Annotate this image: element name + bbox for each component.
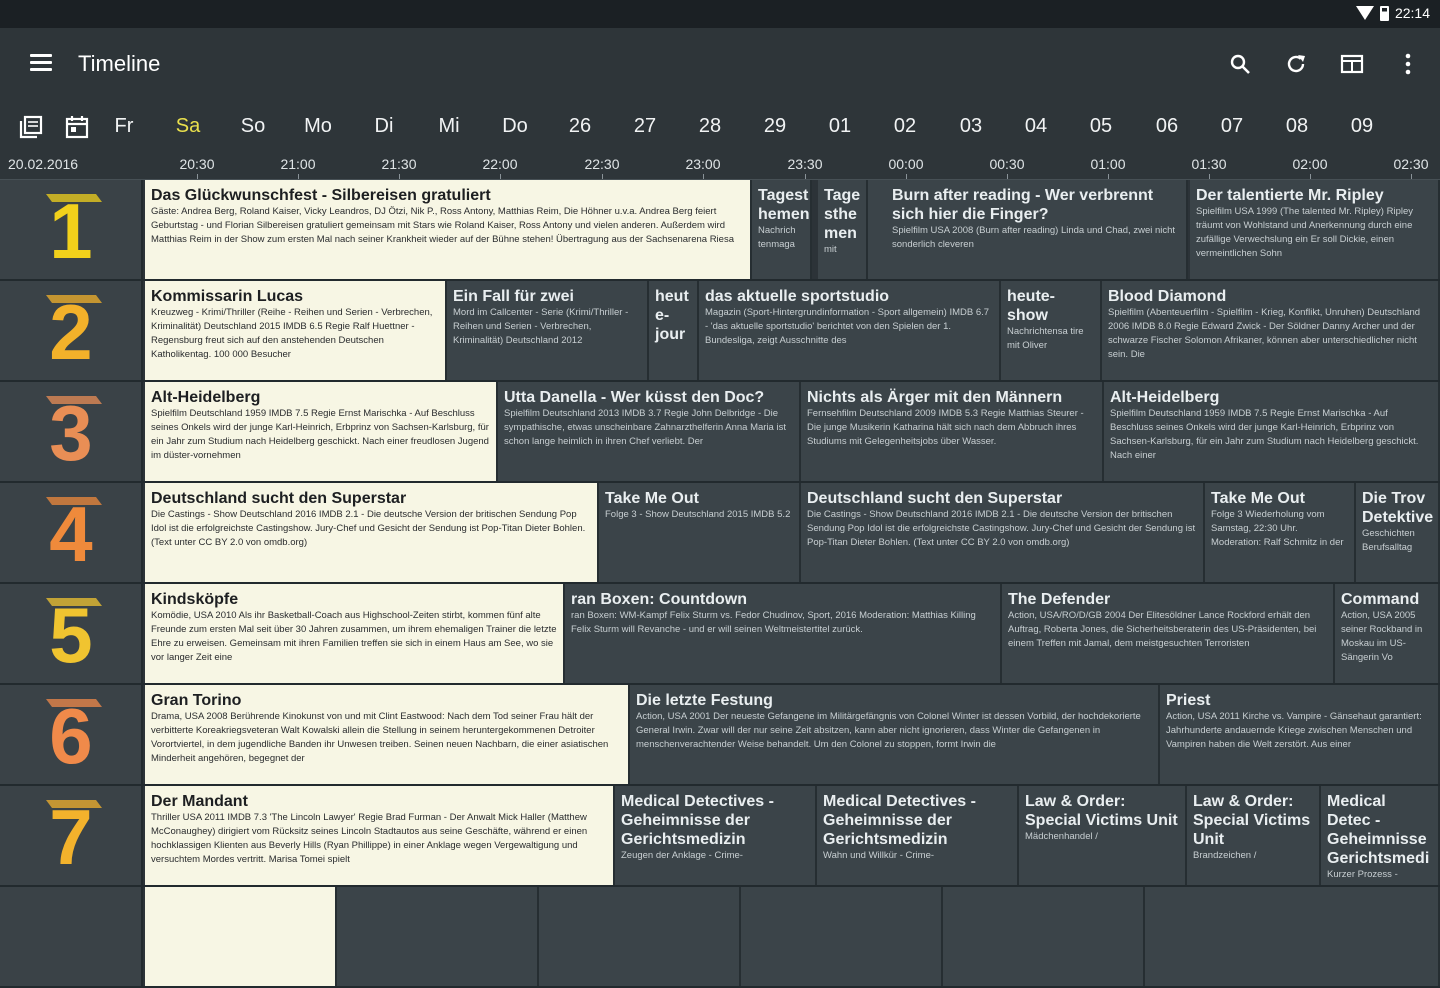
program-description: Magazin (Sport-Hintergrundinformation - Sport allgemein) IMDB 6.7 - 'das aktuelle sportstudio' berichtet von den Spielen der 1. Bundesliga, zeigt Ausschnitte des: [705, 307, 990, 346]
time-tick: 22:00: [482, 156, 518, 172]
channel-row: [0, 584, 1440, 685]
time-tick: 21:30: [381, 156, 417, 172]
program-title: heut e-jour: [655, 288, 689, 343]
status-time: 22:14: [1394, 5, 1430, 21]
calendar-icon[interactable]: [64, 114, 90, 140]
battery-icon: [1380, 6, 1389, 21]
program-title: Die Trov Detektive: [1362, 490, 1434, 526]
program-title: Ein Fall für zwei: [453, 288, 574, 305]
day-tab-03[interactable]: 03: [959, 115, 983, 137]
program-title: Gran Torino: [151, 692, 242, 709]
tick-mark: [1108, 174, 1109, 179]
program-item[interactable]: [1001, 281, 1102, 380]
program-item[interactable]: [1205, 483, 1356, 582]
program-title: Die letzte Festung: [636, 692, 773, 709]
program-description: Komödie, USA 2010 Als ihr Basketball-Coach aus Highschool-Zeiten stirbt, kommen fünf alte Freunde zum ersten Mal seit über 30 Jahren zusammen, um ihrem ehemaligen Trainer die letzte Ehre zu erweisen. Gemeinsam mit ihren Familien treffen sie sich in einem Haus am See, wo sie vor langer Zeit eine: [151, 610, 557, 663]
program-description: mit: [824, 244, 837, 255]
time-tick: 00:00: [888, 156, 924, 172]
program-item[interactable]: [447, 281, 649, 380]
program-current[interactable]: [145, 786, 615, 885]
program-description: Fernsehfilm Deutschland 2009 IMDB 5.3 Regie Matthias Steurer - Die junge Musikerin Katharina hält sich nach dem Abbruch ihres Studiums mit Gelegenheitsjobs über Wasser.: [807, 408, 1084, 447]
tick-mark: [1209, 174, 1210, 179]
program-item[interactable]: [615, 786, 817, 885]
svg-text:1: 1: [48, 186, 93, 275]
program-description: Kreuzweg - Krimi/Thriller (Reihe - Reihen und Serien - Verbrechen, Kriminalität) Deutschland 2015 IMDB 6.5 Regie Ralf Huettner - Regensburg freut sich auf den anstehenden Deutschen Katholikentag. 100 000 Besucher: [151, 307, 433, 360]
svg-text:5: 5: [48, 590, 93, 679]
tick-mark: [703, 174, 704, 179]
day-tab-08[interactable]: 08: [1285, 115, 1309, 137]
svg-text:2: 2: [48, 287, 93, 376]
program-title: Medical Detectives - Geheimnisse der Gerichtsmedizin: [823, 793, 976, 848]
tick-mark: [1310, 174, 1311, 179]
program-description: Folge 3 - Show Deutschland 2015 IMDB 5.2: [605, 509, 791, 520]
current-date: 20.02.2016: [8, 156, 79, 172]
program-description: Spielfilm Deutschland 1959 IMDB 7.5 Regie Ernst Marischka - Auf Beschluss seines Onkels wird der junge Karl-Heinrich, Erbprinz von Sachsen-Karlsburg, für ein Jahr zum Studium nach Heidelberg geschickt. Nach einer freudlosen Jugend im düster-vornehmen: [151, 408, 489, 461]
program-item[interactable]: [1187, 786, 1321, 885]
program-item[interactable]: [1160, 685, 1440, 784]
day-tab-04[interactable]: 04: [1024, 115, 1048, 137]
channel-logo[interactable]: [0, 887, 143, 986]
svg-text:7: 7: [48, 792, 93, 881]
program-title: heute-show: [1007, 288, 1055, 324]
program-title: Der talentierte Mr. Ripley: [1196, 187, 1384, 204]
program-current[interactable]: [145, 584, 565, 683]
program-title: das aktuelle sportstudio: [705, 288, 890, 305]
program-item[interactable]: [1104, 382, 1440, 481]
program-description: Spielfilm USA 2008 (Burn after reading) Linda und Chad, zwei nicht sonderlich cleveren: [892, 225, 1176, 250]
time-scale: [0, 152, 1440, 180]
day-tab-28[interactable]: 28: [698, 115, 722, 137]
program-title: Tagest hemen: [758, 187, 810, 223]
program-item[interactable]: [1356, 483, 1440, 582]
program-description: Gäste: Andrea Berg, Roland Kaiser, Vicky Leandros, DJ Ötzi, Nik P., Ross Antony, Matthias Reim, Die Höhner u.v.a. Andrea Berg feiert Geburtstag - und Florian Silbereisen gratuliert gemeinsam mit Stars wie Roland Kaiser, Ross Antony und vielen anderen. Außerdem wird Matthias Reim in der Show zum ersten Mal nach seiner Krankheit wieder auf der Bühne stehen! Übertragung aus der Sachsenarena Riesa: [151, 206, 734, 245]
program-title: Priest: [1166, 692, 1211, 709]
program-description: Kurzer Prozess -: [1327, 869, 1398, 880]
channel-logo[interactable]: [0, 786, 143, 885]
program-description: Nachrichtensa tire mit Oliver: [1007, 326, 1084, 351]
program-item[interactable]: [1321, 786, 1440, 885]
day-tab-07[interactable]: 07: [1220, 115, 1244, 137]
program-description: Wahn und Willkür - Crime-: [823, 850, 935, 861]
menu-icon[interactable]: [30, 54, 52, 72]
tick-mark: [906, 174, 907, 179]
program-description: Zeugen der Anklage - Crime-: [621, 850, 743, 861]
channel-list-icon[interactable]: [18, 114, 44, 140]
program-description: Thriller USA 2011 IMDB 7.3 'The Lincoln Lawyer' Regie Brad Furman - Der Anwalt Mick Haller (Matthew McConaughey) dirigiert vom Rücksitz seines Lincoln Stadtautos aus seine Geschäfte, während er einen hochklassigen Klienten aus Beverly Hills (Ryan Phillippe) in einer Anklage wegen Vergewaltigung und versuchtem Mordes vertritt. Marisa Tomei spielt: [151, 812, 588, 865]
program-description: Spielfilm Deutschland 2013 IMDB 3.7 Regie John Delbridge - Die sympathische, etwas unscheinbare Zahnarzthelferin Anna Maria ist schon lange heimlich in ihren Chef verliebt. Der: [504, 408, 786, 447]
day-tab-29[interactable]: 29: [763, 115, 787, 137]
day-tab-so[interactable]: So: [240, 115, 266, 137]
channel-row: [0, 382, 1440, 483]
program-title: Medical Detec - Geheimnisse Gerichtsmedi: [1327, 793, 1430, 867]
program-description: ran Boxen: WM-Kampf Felix Sturm vs. Fedor Chudinov, Sport, 2016 Moderation: Matthias Killing Felix Sturm will Revanche - und er will seinen Weltmeistertitel zurück.: [571, 610, 976, 635]
channel-row: [0, 887, 1440, 988]
day-tab-di[interactable]: Di: [374, 115, 394, 137]
program-item[interactable]: [498, 382, 801, 481]
time-tick: 22:30: [584, 156, 620, 172]
program-title: Take Me Out: [1211, 490, 1305, 507]
time-tick: 02:00: [1292, 156, 1328, 172]
tick-mark: [602, 174, 603, 179]
view-layout-icon[interactable]: [1338, 50, 1366, 78]
program-current[interactable]: [145, 685, 630, 784]
program-description: Action, USA/RO/D/GB 2004 Der Elitesöldner Lance Rockford erhält den Auftrag, Roberta Jones, die Sicherheitsberaterin des US-Präsidenten, bei einem Treffen mit Jamal, dem meistgesuchten Terroristen: [1008, 610, 1317, 649]
program-item[interactable]: [801, 382, 1104, 481]
program-description: Spielfilm (Abenteuerfilm - Spielfilm - Krieg, Konflikt, Unruhen) Deutschland 2006 IMDB 8.0 Regie Edward Zwick - Der Söldner Danny Archer und der schwarze Fischer Solomon Afrikaner, können aber unterschiedlicher nicht sein. Die: [1108, 307, 1421, 360]
program-current[interactable]: [145, 281, 447, 380]
tick-mark: [197, 174, 198, 179]
program-title: Kommissarin Lucas: [151, 288, 304, 305]
program-item[interactable]: [801, 483, 1205, 582]
program-title: Medical Detectives - Geheimnisse der Gerichtsmedizin: [621, 793, 774, 848]
program-description: Die Castings - Show Deutschland 2016 IMDB 2.1 - Die deutsche Version der britischen Sendung Pop Idol ist die erfolgreichste Castingshow. Jury-Chef und Gesicht der Sendung ist Pop-Titan Dieter Bohlen. (Text unter CC BY 2.0 von omdb.org): [807, 509, 1196, 548]
program-title: Blood Diamond: [1108, 288, 1227, 305]
program-description: Drama, USA 2008 Berührende Kinokunst von und mit Clint Eastwood: Nach dem Tod seiner Frau hält der verbitterte Koreakriegsveteran Walt Kowalski allein die Stellung in seinem heruntergekommenen Detroiter Vorortviertel, in dem jugendliche Banden ihr Unwesen treiben. Seinen neuen Nachbarn, die einer asiatischen Minderheit angehören, begegnet der: [151, 711, 609, 764]
program-title: Alt-Heidelberg: [1110, 389, 1220, 406]
day-tab-26[interactable]: 26: [568, 115, 592, 137]
more-options-icon[interactable]: [1394, 50, 1422, 78]
time-tick: 20:30: [179, 156, 215, 172]
program-description: Brandzeichen /: [1193, 850, 1257, 861]
day-tab-sa[interactable]: Sa: [175, 115, 201, 137]
program-title: Kindsköpfe: [151, 591, 239, 608]
program-current[interactable]: [145, 887, 337, 986]
program-title: Der Mandant: [151, 793, 248, 810]
program-title: Command: [1341, 591, 1420, 608]
tick-mark: [399, 174, 400, 179]
program-item[interactable]: [886, 180, 1188, 279]
day-tab-mi[interactable]: Mi: [438, 115, 460, 137]
day-tab-06[interactable]: 06: [1155, 115, 1179, 137]
wifi-icon: [1356, 6, 1374, 20]
program-title: Deutschland sucht den Superstar: [807, 490, 1063, 507]
svg-text:4: 4: [48, 489, 93, 578]
program-item[interactable]: [649, 281, 699, 380]
program-title: ran Boxen: Countdown: [571, 591, 747, 608]
program-description: Action, USA 2011 Kirche vs. Vampire - Gänsehaut garantiert: Jahrhunderte andauernde Kriege zwischen Menschen und Vampiren haben die Welt zerstört. Aus einer: [1166, 711, 1422, 750]
program-item[interactable]: [741, 887, 943, 986]
day-tab-09[interactable]: 09: [1350, 115, 1374, 137]
program-description: Action, USA 2001 Der neueste Gefangene im Militärgefängnis von Colonel Winter ist dessen Vorbild, der hochdekorierte General Irwin. Zwar will der nur seine Zeit absitzen, kann aber nicht ignorieren, dass Winter die Gefangenen in menschenverachtender Weise behandelt. Um den Colonel zu stoppen, formt Irwin die: [636, 711, 1141, 750]
tick-mark: [805, 174, 806, 179]
channel-row: [0, 281, 1440, 382]
time-tick: 23:30: [787, 156, 823, 172]
program-title: Take Me Out: [605, 490, 699, 507]
day-tab-05[interactable]: 05: [1089, 115, 1113, 137]
channel-logo[interactable]: [0, 584, 143, 683]
program-item[interactable]: [1102, 281, 1440, 380]
program-item[interactable]: [817, 786, 1019, 885]
svg-text:3: 3: [48, 388, 93, 477]
channel-row: [0, 180, 1440, 281]
status-bar: [0, 0, 1440, 28]
tick-mark: [1007, 174, 1008, 179]
channel-row: [0, 483, 1440, 584]
time-tick: 00:30: [989, 156, 1025, 172]
day-tab-01[interactable]: 01: [828, 115, 852, 137]
program-title: Burn after reading - Wer verbrennt sich hier die Finger?: [892, 187, 1154, 223]
day-selector: [0, 100, 1440, 152]
time-tick: 02:30: [1393, 156, 1429, 172]
program-item[interactable]: [752, 180, 812, 279]
program-description: Mord im Callcenter - Serie (Krimi/Thriller - Reihen und Serien - Verbrechen, Kriminalität) Deutschland 2012: [453, 307, 629, 346]
channel-logo[interactable]: [0, 382, 143, 481]
program-description: Nachrich tenmaga: [758, 225, 796, 250]
program-description: Mädchenhandel /: [1025, 831, 1098, 842]
program-item[interactable]: [1335, 584, 1440, 683]
program-item[interactable]: [337, 887, 539, 986]
program-item[interactable]: [1019, 786, 1187, 885]
time-tick: 23:00: [685, 156, 721, 172]
refresh-icon[interactable]: [1282, 50, 1310, 78]
program-description: Folge 3 Wiederholung vom Samstag, 22:30 Uhr. Moderation: Ralf Schmitz in der: [1211, 509, 1344, 548]
time-tick: 21:00: [280, 156, 316, 172]
program-title: Tage sthe men: [824, 187, 861, 242]
program-item[interactable]: [599, 483, 801, 582]
program-description: Spielfilm Deutschland 1959 IMDB 7.5 Regie Ernst Marischka - Auf Beschluss seines Onkels wird der junge Karl-Heinrich, Erbprinz von Sachsen-Karlsburg, für ein Jahr zum Studium nach Heidelberg geschickt. Nach einer: [1110, 408, 1419, 461]
svg-text:6: 6: [48, 691, 93, 780]
program-current[interactable]: [145, 180, 752, 279]
day-tab-02[interactable]: 02: [893, 115, 917, 137]
program-item[interactable]: [539, 887, 741, 986]
program-item[interactable]: [1145, 887, 1440, 986]
program-title: Utta Danella - Wer küsst den Doc?: [504, 389, 765, 406]
channel-row: [0, 786, 1440, 887]
program-title: Nichts als Ärger mit den Männern: [807, 389, 1063, 406]
program-title: Law & Order: Special Victims Unit: [1193, 793, 1311, 848]
program-description: Spielfilm USA 1999 (The talented Mr. Ripley) Ripley träumt von Wohlstand und Anerkennung durch eine zufällige Verwechslung ein Er soll Dickie, einen vermeintlichen Sohn: [1196, 206, 1414, 259]
day-tab-27[interactable]: 27: [633, 115, 657, 137]
program-item[interactable]: [943, 887, 1145, 986]
program-item[interactable]: [565, 584, 1002, 683]
day-tab-do[interactable]: Do: [502, 115, 528, 137]
program-item[interactable]: [868, 180, 888, 279]
day-tab-fr[interactable]: Fr: [114, 115, 134, 137]
program-item[interactable]: [1002, 584, 1335, 683]
program-item[interactable]: [1190, 180, 1440, 279]
program-description: Geschichten Berufsalltag: [1362, 528, 1415, 553]
app-bar: [0, 28, 1440, 100]
program-title: Deutschland sucht den Superstar: [151, 490, 407, 507]
program-item[interactable]: [630, 685, 1160, 784]
channel-row: [0, 685, 1440, 786]
program-item[interactable]: [699, 281, 1001, 380]
tick-mark: [298, 174, 299, 179]
program-grid: [0, 180, 1440, 900]
tick-mark: [1411, 174, 1412, 179]
search-icon[interactable]: [1226, 50, 1254, 78]
channel-logo[interactable]: [0, 483, 143, 582]
program-title: The Defender: [1008, 591, 1111, 608]
channel-logo[interactable]: [0, 685, 143, 784]
program-current[interactable]: [145, 382, 498, 481]
program-current[interactable]: [145, 483, 599, 582]
program-title: Das Glückwunschfest - Silbereisen gratuliert: [151, 187, 491, 204]
time-tick: 01:00: [1090, 156, 1126, 172]
channel-logo[interactable]: [0, 281, 143, 380]
program-title: Alt-Heidelberg: [151, 389, 261, 406]
tick-mark: [500, 174, 501, 179]
program-item[interactable]: [818, 180, 868, 279]
program-description: Action, USA 2005 seiner Rockband in Moskau im US-Sängerin Vo: [1341, 610, 1423, 663]
time-tick: 01:30: [1191, 156, 1227, 172]
program-title: Law & Order: Special Victims Unit: [1025, 793, 1178, 829]
channel-logo[interactable]: [0, 180, 143, 279]
page-title: Timeline: [78, 51, 161, 76]
day-tab-mo[interactable]: Mo: [304, 115, 332, 137]
program-description: Die Castings - Show Deutschland 2016 IMDB 2.1 - Die deutsche Version der britischen Sendung Pop Idol ist die erfolgreichste Castingshow. Jury-Chef und Gesicht der Sendung ist Pop-Titan Dieter Bohlen. (Text unter CC BY 2.0 von omdb.org): [151, 509, 586, 548]
